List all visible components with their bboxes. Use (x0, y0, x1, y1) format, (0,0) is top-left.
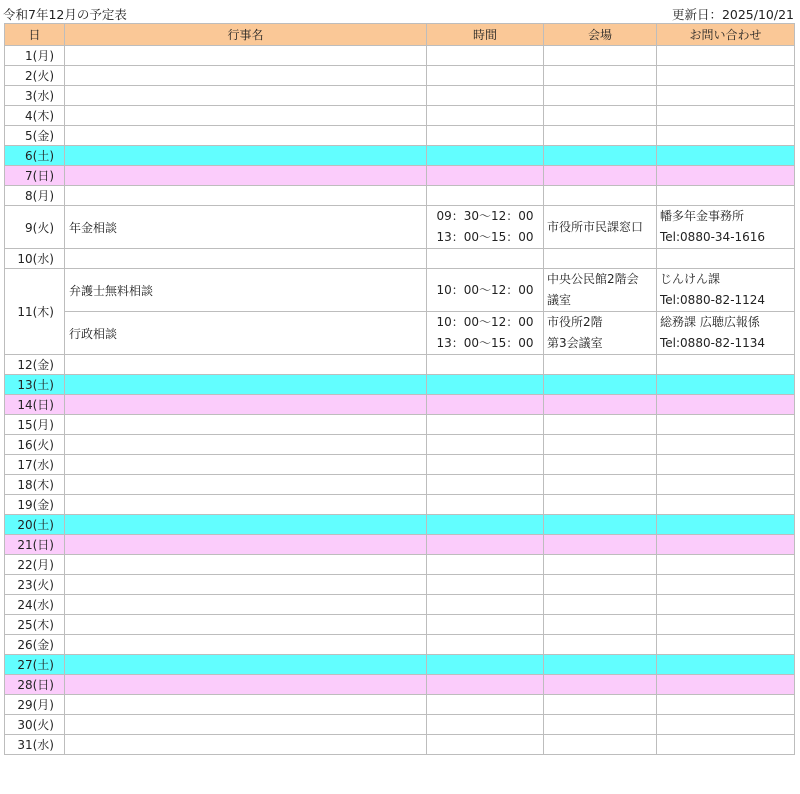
empty-cell (544, 515, 657, 535)
header-time: 時間 (427, 24, 544, 46)
empty-cell (544, 655, 657, 675)
empty-cell (427, 615, 544, 635)
empty-cell (657, 86, 795, 106)
empty-cell (427, 675, 544, 695)
contact-line: 幡多年金事務所 (660, 209, 745, 223)
day-cell: 22(月) (5, 555, 65, 575)
table-row (5, 146, 795, 166)
day-cell: 7(日) (5, 166, 65, 186)
day-cell: 10(水) (5, 249, 65, 269)
day-cell: 29(月) (5, 695, 65, 715)
empty-cell (657, 66, 795, 86)
empty-cell (427, 66, 544, 86)
empty-cell (657, 555, 795, 575)
day-cell: 23(火) (5, 575, 65, 595)
empty-cell (65, 735, 427, 755)
empty-cell (427, 415, 544, 435)
day-cell: 17(水) (5, 455, 65, 475)
empty-cell (65, 515, 427, 535)
empty-cell (544, 635, 657, 655)
day-cell: 1(月) (5, 46, 65, 66)
empty-cell (544, 735, 657, 755)
empty-cell (657, 435, 795, 455)
table-row (5, 615, 795, 635)
time-cell (427, 206, 544, 249)
table-row (5, 375, 795, 395)
table-row (5, 475, 795, 495)
empty-cell (544, 535, 657, 555)
empty-cell (544, 375, 657, 395)
empty-cell (657, 575, 795, 595)
empty-cell (544, 555, 657, 575)
empty-cell (65, 695, 427, 715)
time-cell (427, 269, 544, 312)
table-row (5, 635, 795, 655)
empty-cell (544, 146, 657, 166)
empty-cell (657, 595, 795, 615)
day-cell: 14(日) (5, 395, 65, 415)
schedule-body (5, 46, 795, 755)
empty-cell (427, 86, 544, 106)
empty-cell (657, 375, 795, 395)
empty-cell (427, 475, 544, 495)
empty-cell (427, 186, 544, 206)
empty-cell (657, 655, 795, 675)
empty-cell (427, 126, 544, 146)
contact-line: じんけん課 (660, 272, 721, 286)
empty-cell (657, 495, 795, 515)
day-cell: 30(火) (5, 715, 65, 735)
empty-cell (427, 355, 544, 375)
empty-cell (544, 186, 657, 206)
day-cell: 21(日) (5, 535, 65, 555)
empty-cell (657, 615, 795, 635)
empty-cell (657, 675, 795, 695)
day-cell: 8(月) (5, 186, 65, 206)
table-row (5, 126, 795, 146)
page-title: 令和7年12月の予定表 (3, 7, 127, 22)
empty-cell (65, 475, 427, 495)
time-line: 13：00～15：00 (436, 336, 534, 350)
empty-cell (65, 86, 427, 106)
empty-cell (65, 615, 427, 635)
table-row (5, 166, 795, 186)
empty-cell (65, 126, 427, 146)
venue-line: 市役所2階 (547, 315, 603, 329)
empty-cell (427, 535, 544, 555)
day-cell: 27(土) (5, 655, 65, 675)
empty-cell (65, 186, 427, 206)
empty-cell (544, 249, 657, 269)
day-cell: 19(金) (5, 495, 65, 515)
day-cell: 24(水) (5, 595, 65, 615)
empty-cell (544, 675, 657, 695)
empty-cell (427, 106, 544, 126)
table-row (5, 715, 795, 735)
table-row (5, 66, 795, 86)
table-row (5, 206, 795, 249)
page-header (0, 0, 800, 22)
table-row (5, 106, 795, 126)
empty-cell (544, 66, 657, 86)
empty-cell (544, 615, 657, 635)
table-row (5, 535, 795, 555)
venue-line: 中央公民館2階会 (547, 272, 639, 286)
empty-cell (65, 455, 427, 475)
event-name-cell: 行政相談 (65, 312, 427, 355)
table-row (5, 249, 795, 269)
header-event-name: 行事名 (65, 24, 427, 46)
table-row (5, 355, 795, 375)
table-row (5, 575, 795, 595)
empty-cell (657, 715, 795, 735)
table-row (5, 675, 795, 695)
empty-cell (544, 126, 657, 146)
event-name-cell: 弁護士無料相談 (65, 269, 427, 312)
contact-line: Tel:0880-34-1616 (660, 230, 766, 244)
contact-line: 総務課 広聴広報係 (660, 315, 760, 329)
table-row (5, 495, 795, 515)
empty-cell (65, 146, 427, 166)
time-cell (427, 312, 544, 355)
table-row (5, 435, 795, 455)
empty-cell (657, 735, 795, 755)
table-row (5, 86, 795, 106)
contact-line: Tel:0880-82-1134 (660, 336, 766, 350)
empty-cell (427, 395, 544, 415)
empty-cell (657, 355, 795, 375)
empty-cell (657, 535, 795, 555)
day-cell: 18(木) (5, 475, 65, 495)
table-header-row (5, 24, 795, 46)
day-cell: 25(木) (5, 615, 65, 635)
empty-cell (65, 415, 427, 435)
empty-cell (657, 146, 795, 166)
empty-cell (65, 635, 427, 655)
empty-cell (544, 575, 657, 595)
day-cell: 20(土) (5, 515, 65, 535)
empty-cell (427, 695, 544, 715)
empty-cell (427, 375, 544, 395)
empty-cell (544, 435, 657, 455)
updated-date: 更新日：2025/10/21 (671, 7, 794, 22)
time-line: 13：00～15：00 (436, 230, 534, 244)
empty-cell (544, 475, 657, 495)
table-row (5, 269, 795, 312)
empty-cell (544, 415, 657, 435)
empty-cell (65, 435, 427, 455)
empty-cell (65, 166, 427, 186)
day-cell: 28(日) (5, 675, 65, 695)
contact-line: Tel:0880-82-1124 (660, 293, 766, 307)
empty-cell (65, 46, 427, 66)
table-row (5, 695, 795, 715)
empty-cell (427, 146, 544, 166)
table-row (5, 595, 795, 615)
table-row (5, 735, 795, 755)
empty-cell (427, 655, 544, 675)
table-row (5, 312, 795, 355)
time-line: 10：00～12：00 (436, 282, 534, 297)
contact-cell (657, 206, 795, 249)
empty-cell (65, 595, 427, 615)
empty-cell (544, 395, 657, 415)
empty-cell (65, 535, 427, 555)
contact-cell (657, 269, 795, 312)
table-row (5, 46, 795, 66)
day-cell: 26(金) (5, 635, 65, 655)
time-line: 10：00～12：00 (436, 315, 534, 329)
empty-cell (657, 695, 795, 715)
venue-cell (544, 269, 657, 312)
empty-cell (65, 555, 427, 575)
day-cell: 11(木) (5, 269, 65, 355)
empty-cell (544, 355, 657, 375)
empty-cell (657, 166, 795, 186)
empty-cell (657, 515, 795, 535)
empty-cell (657, 186, 795, 206)
empty-cell (65, 575, 427, 595)
empty-cell (657, 635, 795, 655)
empty-cell (427, 435, 544, 455)
day-cell: 9(火) (5, 206, 65, 249)
empty-cell (65, 395, 427, 415)
day-cell: 31(水) (5, 735, 65, 755)
empty-cell (427, 595, 544, 615)
event-name-cell: 年金相談 (65, 206, 427, 249)
venue-line: 市役所市民課窓口 (547, 219, 644, 234)
schedule-table (4, 23, 795, 755)
empty-cell (427, 46, 544, 66)
empty-cell (657, 395, 795, 415)
empty-cell (544, 595, 657, 615)
contact-cell (657, 312, 795, 355)
empty-cell (657, 126, 795, 146)
empty-cell (65, 355, 427, 375)
empty-cell (427, 249, 544, 269)
table-row (5, 515, 795, 535)
venue-line: 議室 (547, 293, 572, 307)
empty-cell (544, 495, 657, 515)
empty-cell (427, 575, 544, 595)
empty-cell (427, 455, 544, 475)
empty-cell (65, 495, 427, 515)
empty-cell (427, 166, 544, 186)
empty-cell (427, 735, 544, 755)
header-day: 日 (5, 24, 65, 46)
empty-cell (65, 66, 427, 86)
empty-cell (65, 375, 427, 395)
empty-cell (657, 249, 795, 269)
empty-cell (657, 106, 795, 126)
empty-cell (544, 455, 657, 475)
empty-cell (427, 715, 544, 735)
header-venue: 会場 (544, 24, 657, 46)
table-row (5, 186, 795, 206)
day-cell: 4(木) (5, 106, 65, 126)
day-cell: 3(水) (5, 86, 65, 106)
empty-cell (544, 166, 657, 186)
table-row (5, 455, 795, 475)
day-cell: 5(金) (5, 126, 65, 146)
day-cell: 2(火) (5, 66, 65, 86)
header-contact: お問い合わせ (657, 24, 795, 46)
empty-cell (657, 475, 795, 495)
venue-line: 第3会議室 (547, 336, 603, 350)
table-row (5, 655, 795, 675)
empty-cell (65, 655, 427, 675)
empty-cell (65, 715, 427, 735)
empty-cell (544, 46, 657, 66)
time-line: 09：30～12：00 (436, 209, 534, 223)
empty-cell (427, 495, 544, 515)
empty-cell (427, 515, 544, 535)
venue-cell (544, 312, 657, 355)
empty-cell (544, 86, 657, 106)
empty-cell (427, 555, 544, 575)
empty-cell (544, 695, 657, 715)
venue-cell (544, 206, 657, 249)
empty-cell (65, 249, 427, 269)
empty-cell (427, 635, 544, 655)
table-row (5, 555, 795, 575)
day-cell: 16(火) (5, 435, 65, 455)
table-row (5, 415, 795, 435)
day-cell: 13(土) (5, 375, 65, 395)
empty-cell (657, 46, 795, 66)
empty-cell (544, 715, 657, 735)
empty-cell (657, 415, 795, 435)
day-cell: 15(月) (5, 415, 65, 435)
empty-cell (65, 675, 427, 695)
table-row (5, 395, 795, 415)
empty-cell (544, 106, 657, 126)
empty-cell (657, 455, 795, 475)
day-cell: 6(土) (5, 146, 65, 166)
day-cell: 12(金) (5, 355, 65, 375)
empty-cell (65, 106, 427, 126)
